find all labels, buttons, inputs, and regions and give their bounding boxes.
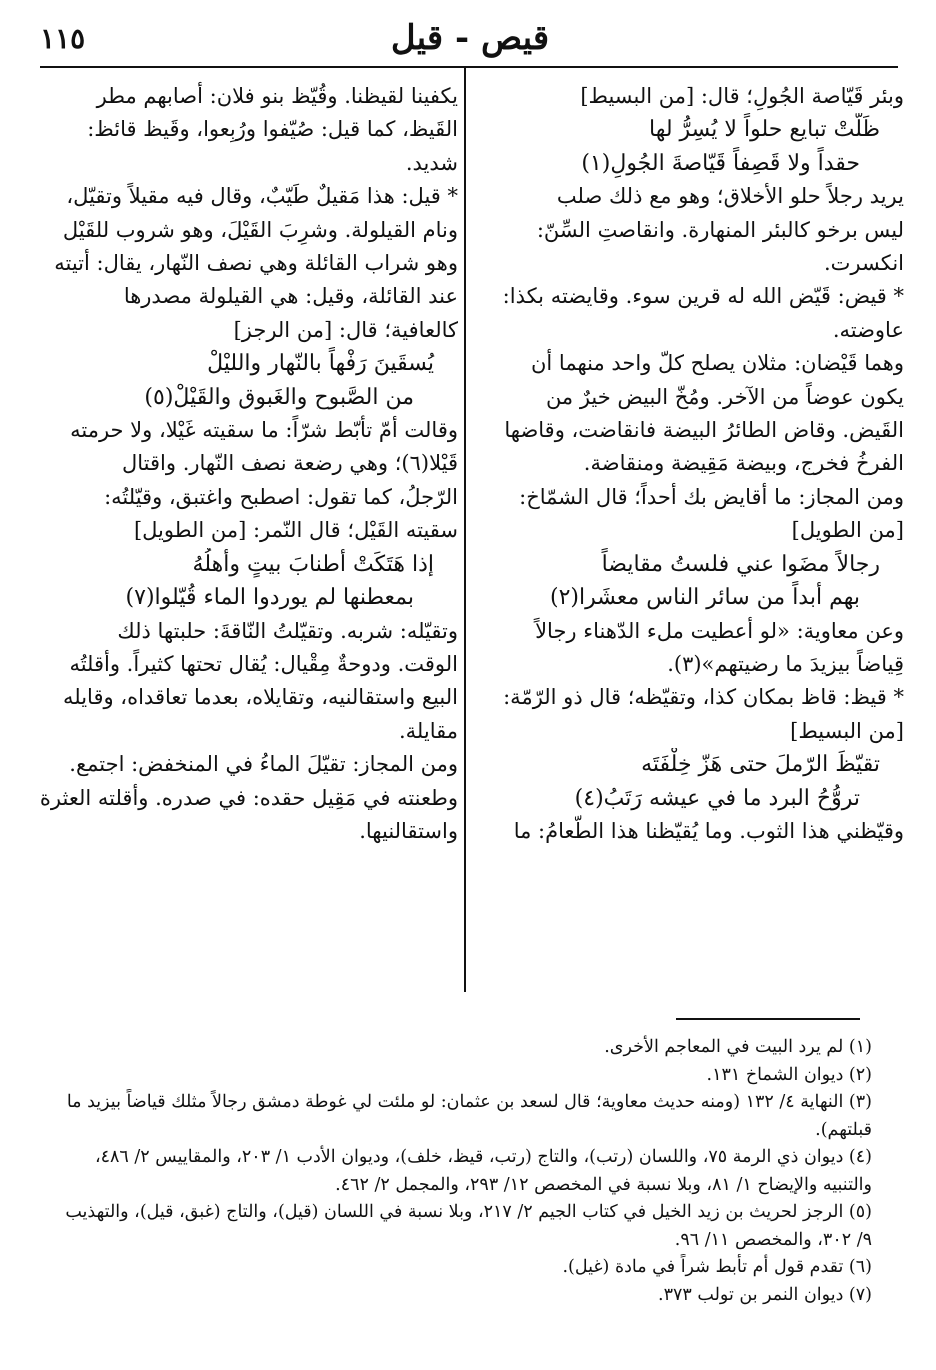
footnote: (٧) ديوان النمر بن تولب ٣٧٣.: [658, 1284, 872, 1305]
text-line: شديد.: [405, 150, 458, 175]
verse-line: يُسقَينَ رَفْهاً بالنّهار والليْلْ: [207, 351, 434, 377]
text-line: وهو شراب القائلة وهي نصف النّهار، يقال: أتيته: [54, 251, 458, 276]
header-rule: [40, 66, 898, 68]
footnote: (٤) ديوان ذي الرمة ٧٥، واللسان (رتب)، والتاج (رتب، قيظ، خلف)، وديوان الأدب ١/ ٢٠٣، والمقاييس ٢/ ٤٨٦،: [94, 1147, 872, 1167]
text-line: الوقت. ودوحةٌ مِقْيال: يُقال تحتها كثيراً. وأقلتُه: [69, 651, 458, 676]
meter-label: [من البسيط]: [790, 718, 904, 743]
entry-heading-line: * قيض: قَيّض الله له قرين سوء. وقايضته بكذا:: [502, 284, 904, 309]
verse-line: بهم أبداً من سائر الناس معشَرا(٢): [550, 585, 860, 611]
verse-line: من الصَّبوح والغَبوق والقَيْلْ(٥): [144, 384, 414, 410]
text-line: قِياضاً بيزيدَ ما رضيتهم»(٣).: [667, 651, 904, 676]
text-line: الفرخُ فخرج، وبيضة مَقِيضة ومنقاضة.: [583, 451, 904, 476]
verse-line: تروُّحُ البرد ما في عيشه رَتَبُ(٤): [574, 785, 860, 811]
text-line: ومن المجاز: ما أقايض بك أحداً؛ قال الشمّاخ:: [519, 484, 904, 509]
left-column: [34, 80, 458, 848]
footnote-continuation: والتنبيه والإيضاح ١/ ٨١، وبلا نسبة في المخصص ١٢/ ٢٩٣، والمجمل ٢/ ٤٦٢.: [335, 1174, 872, 1195]
text-line: يكون عوضاً من الآخر. ومُخّ البيض خيرٌ من: [545, 384, 904, 409]
verse-line: حقداً ولا قَصِفاً قَيّاصةَ الجُولِ(١): [581, 150, 860, 176]
text-line: واستقالنيها.: [359, 818, 458, 843]
footnote: (٦) تقدم قول أم تأبط شراً في مادة (غيل).: [562, 1257, 872, 1277]
verse-line: رجالاً مضَوا عني فلستُ مقايضاً: [601, 551, 880, 577]
entry-heading-line: * قيظ: قاظ بمكان كذا، وتقيّظه؛ قال ذو الرّمّة:: [503, 685, 904, 710]
text-line: انكسرت.: [823, 251, 904, 276]
footnote-rule: [676, 1018, 860, 1020]
footnotes: [34, 1034, 872, 1309]
text-line: كالعافية؛ قال: [من الرجز]: [233, 317, 458, 342]
text-line: القَيظ، كما قيل: صُيّفوا ورُبِعوا، وقَيظ قائظ:: [87, 117, 458, 142]
entry-heading-line: * قيل: هذا مَقيلٌ طَيّبٌ، وقال فيه مقيلاً وتقيّل،: [66, 184, 458, 209]
verse-line: بمعطنها لم يوردوا الماء قُيّلوا(٧): [125, 585, 414, 611]
text-line: عاوضته.: [832, 317, 904, 342]
text-line: يكفينا لقيظنا. وقُيّظ بنو فلان: أصابهم مطر: [96, 84, 458, 108]
page-number: ١١٥: [40, 22, 86, 55]
footnote: (١) لم يرد البيت في المعاجم الأخرى.: [604, 1037, 872, 1057]
footnote-continuation: قبلتهم).: [815, 1119, 872, 1140]
text-line: وتقيّله: شربه. وتقيّلتُ النّاقةَ: حلبتها ذلك: [117, 618, 458, 643]
column-divider: [464, 68, 466, 992]
text-line: ليس برخو كالبئر المنهارة. وانقاصتِ السِّنّ:: [536, 217, 904, 242]
meter-label: [من الطويل]: [791, 518, 904, 543]
footnote-continuation: ٩/ ٣٠٢، والمخصص ١١/ ٩٦.: [674, 1229, 872, 1250]
text-line: وقيّظني هذا الثوب. وما يُقيّظنا هذا الطّعامُ: ما: [513, 818, 904, 843]
text-line: وطعنته في مَقِيل حقده: في صدره. وأقلته العثرة: [39, 785, 458, 810]
text-line: ومن المجاز: تقيّلَ الماءُ في المنخفض: اجتمع.: [69, 752, 458, 777]
text-line: عند القائلة، وقيل: هي القيلولة مصدرها: [123, 284, 458, 309]
text-line: الرّجلُ، كما تقول: اصطبح واغتبق، وقيّلتُه:: [104, 484, 458, 509]
text-line: يريد رجلاً حلو الأخلاق؛ وهو مع ذلك صلب: [556, 184, 904, 209]
footnote: (٣) النهاية ٤/ ١٣٢ (ومنه حديث معاوية؛ قال لسعد بن عثمان: لو ملئت لي غوطة دمشق رجالاً مثلك قياضاً بيزيد ما: [66, 1092, 872, 1112]
right-column: [480, 80, 904, 848]
text-line: البيع واستقالنيه، وتقايلاه، بعدما تعاقداه، وقايله: [63, 685, 458, 710]
text-line: وبئر قَيّاصة الجُولِ؛ قال: [من البسيط]: [580, 84, 904, 108]
text-line: قَيْلا(٦)؛ وهي رضعة نصف النّهار. واقتال: [122, 451, 458, 476]
page-header: [40, 18, 900, 66]
text-line: ونام القيلولة. وشرِبَ القَيْلَ، وهو شروب للقَيْل: [62, 217, 458, 242]
verse-line: إذا هَتَكَتْ أطنابَ بيتٍ وأهلُهُ: [192, 551, 434, 577]
text-line: مقايلة.: [398, 718, 458, 743]
verse-line: ظَلَّتْ تبايع حلواً لا يُسِرُّ لها: [649, 117, 880, 143]
text-line: وهما قَيْضان: مثلان يصلح كلّ واحد منهما أن: [530, 351, 904, 376]
footnote: (٢) ديوان الشماخ ١٣١.: [706, 1064, 872, 1085]
footnote: (٥) الرجز لحريث بن زيد الخيل في كتاب الجيم ٢/ ٢١٧، وبلا نسبة في اللسان (قيل)، والتاج (غبق، قيل)، والتهذيب: [65, 1202, 872, 1222]
text-line: وقالت أمّ تأبّط شرّاً: ما سقيته غَيْلا، ولا حرمته: [70, 418, 458, 443]
text-line: وعن معاوية: «لو أعطيت ملء الدّهناء رجالاً: [535, 618, 904, 643]
text-line: القَيض. وقاض الطائرُ البيضة فانقاضت، وقاضها: [504, 418, 904, 443]
running-head: قيص - قيل: [390, 18, 550, 58]
verse-line: تقيّظَ الرّملَ حتى هَزّ خِلْفَتَه: [641, 752, 880, 778]
text-line: سقيته القَيْل؛ قال النّمر: [من الطويل]: [133, 518, 458, 543]
